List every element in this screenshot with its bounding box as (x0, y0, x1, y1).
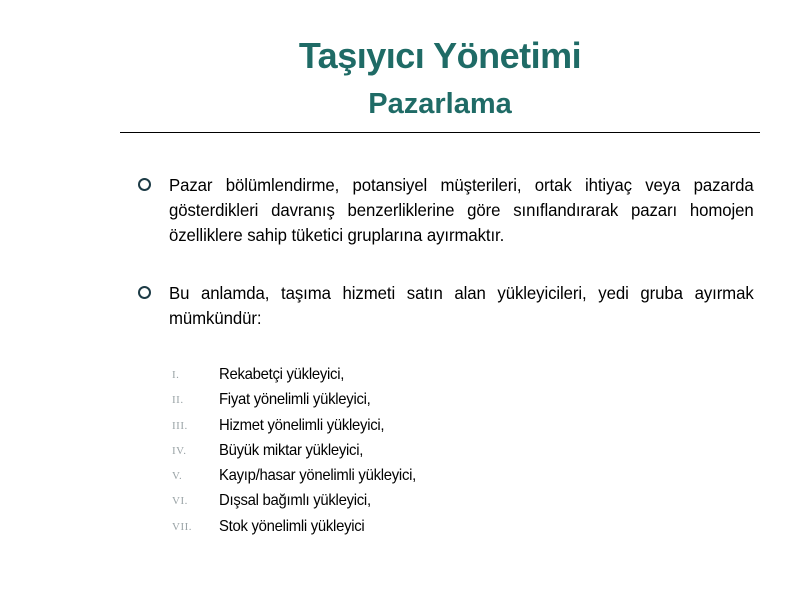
roman-numeral: I. (172, 369, 180, 381)
list-item-label: Stok yönelimli yükleyici (219, 517, 365, 535)
roman-numeral: V. (172, 470, 183, 483)
list-item-label: Rekabetçi yükleyici, (219, 366, 345, 383)
list-item-label: Fiyat yönelimli yükleyici, (219, 391, 371, 409)
list-item-label: Büyük miktar yükleyici, (219, 441, 364, 459)
hollow-circle-bullet-icon (138, 178, 151, 191)
title-divider (120, 132, 760, 133)
roman-numeral: VI. (172, 495, 188, 508)
list-item (160, 413, 580, 438)
list-item (160, 488, 580, 513)
list-item (160, 362, 580, 387)
slide-title: Taşıyıcı Yönetimi (298, 35, 582, 76)
list-item-label: Kayıp/hasar yönelimli yükleyici, (219, 467, 417, 485)
roman-numeral: IV. (172, 444, 187, 457)
roman-numeral: III. (172, 419, 188, 432)
list-item (160, 463, 580, 488)
shipper-groups-list (160, 362, 580, 539)
bullet-text: Bu anlamda, taşıma hizmeti satın alan yükleyicileri, yedi gruba ayırmak mümkündür: (169, 283, 754, 328)
roman-numeral: II. (172, 394, 184, 407)
list-item (160, 438, 580, 463)
list-item (160, 387, 580, 412)
list-item-label: Hizmet yönelimli yükleyici, (219, 416, 385, 434)
hollow-circle-bullet-icon (138, 286, 151, 299)
list-item-label: Dışsal bağımlı yükleyici, (219, 492, 371, 510)
list-item (160, 514, 580, 539)
slide-subtitle: Pazarlama (368, 88, 512, 120)
roman-numeral: VII. (172, 520, 193, 533)
bullet-text: Pazar bölümlendirme, potansiyel müşterileri, ortak ihtiyaç veya pazarda gösterdikleri davranış benzerliklerine göre sınıflandırarak pazarı homojen özelliklere sahip tüketici gruplarına ayırmaktır. (169, 175, 754, 245)
